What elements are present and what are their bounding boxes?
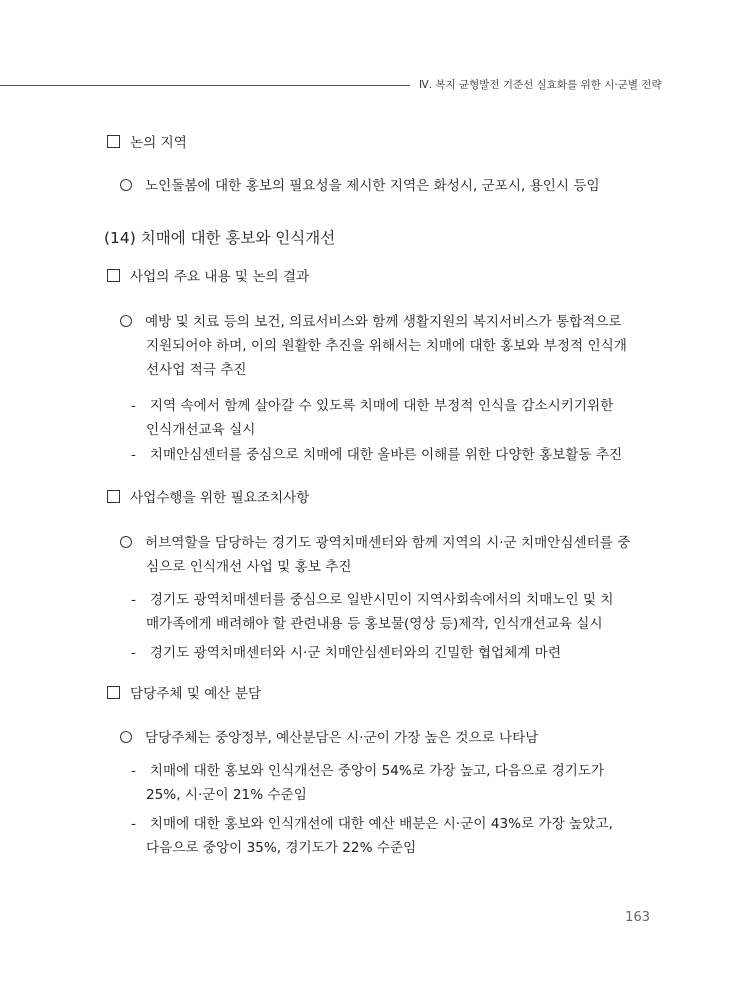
circle-bullet-icon	[120, 536, 132, 548]
sub-item: - 경기도 광역치매센터를 중심으로 일반시민이 지역사회속에서의 치매노인 및 치 매가족에게 배려해야 할 관련내용 등 홍보물(영상 등)제작, 인식개선교육 실시	[131, 592, 614, 632]
page-number: 163	[625, 910, 650, 925]
bullet-item: 담당주체는 중앙정부, 예산분담은 시·군이 가장 높은 것으로 나타남	[120, 726, 538, 750]
sub-item: - 치매안심센터를 중심으로 치매에 대한 올바른 이해를 위한 다양한 홍보활동 추진	[131, 447, 623, 463]
bullet-item: 예방 및 치료 등의 보건, 의료서비스와 함께 생활지원의 복지서비스가 통합적으로 지원되어야 하며, 이의 원활한 추진을 위해서는 치매에 대한 홍보와 부정적 인식개 선사업 적극 추진	[120, 310, 627, 382]
section-heading-responsibility-budget: 담당주체 및 예산 분담	[107, 682, 261, 706]
dash-marker: -	[131, 645, 136, 661]
square-bullet-icon	[107, 135, 120, 148]
sub-item: - 경기도 광역치매센터와 시·군 치매안심센터와의 긴밀한 협업체계 마련	[131, 645, 561, 661]
bullet-item: 허브역할을 담당하는 경기도 광역치매센터와 함께 지역의 시·군 치매안심센터를 중 심으로 인식개선 사업 및 홍보 추진	[120, 531, 630, 579]
dash-marker: -	[131, 763, 136, 779]
header-rule	[0, 85, 410, 86]
sub-item: - 치매에 대한 홍보와 인식개선은 중앙이 54%로 가장 높고, 다음으로 경기도가 25%, 시·군이 21% 수준임	[131, 763, 605, 803]
sub-item: - 지역 속에서 함께 살아갈 수 있도록 치매에 대한 부정적 인식을 감소시키기위한 인식개선교육 실시	[131, 398, 614, 438]
bullet-item: 노인돌봄에 대한 홍보의 필요성을 제시한 지역은 화성시, 군포시, 용인시 등임	[120, 174, 600, 198]
section-heading-main-content: 사업의 주요 내용 및 논의 결과	[107, 265, 309, 289]
section-heading-required-actions: 사업수행을 위한 필요조치사항	[107, 486, 309, 510]
running-header: Ⅳ. 복지 균형발전 기준선 실효화를 위한 시·군별 전략	[419, 79, 662, 91]
circle-bullet-icon	[120, 179, 132, 191]
circle-bullet-icon	[120, 315, 132, 327]
dash-marker: -	[131, 592, 136, 608]
square-bullet-icon	[107, 490, 120, 503]
sub-item: - 치매에 대한 홍보와 인식개선에 대한 예산 배분은 시·군이 43%로 가장 높았고, 다음으로 중앙이 35%, 경기도가 22% 수준임	[131, 816, 613, 856]
square-bullet-icon	[107, 269, 120, 282]
section-heading-discussion-area: 논의 지역	[107, 131, 187, 155]
dash-marker: -	[131, 447, 136, 463]
dash-marker: -	[131, 816, 136, 832]
dash-marker: -	[131, 398, 136, 414]
square-bullet-icon	[107, 686, 120, 699]
circle-bullet-icon	[120, 731, 132, 743]
section-title-14: (14) 치매에 대한 홍보와 인식개선	[104, 229, 336, 247]
